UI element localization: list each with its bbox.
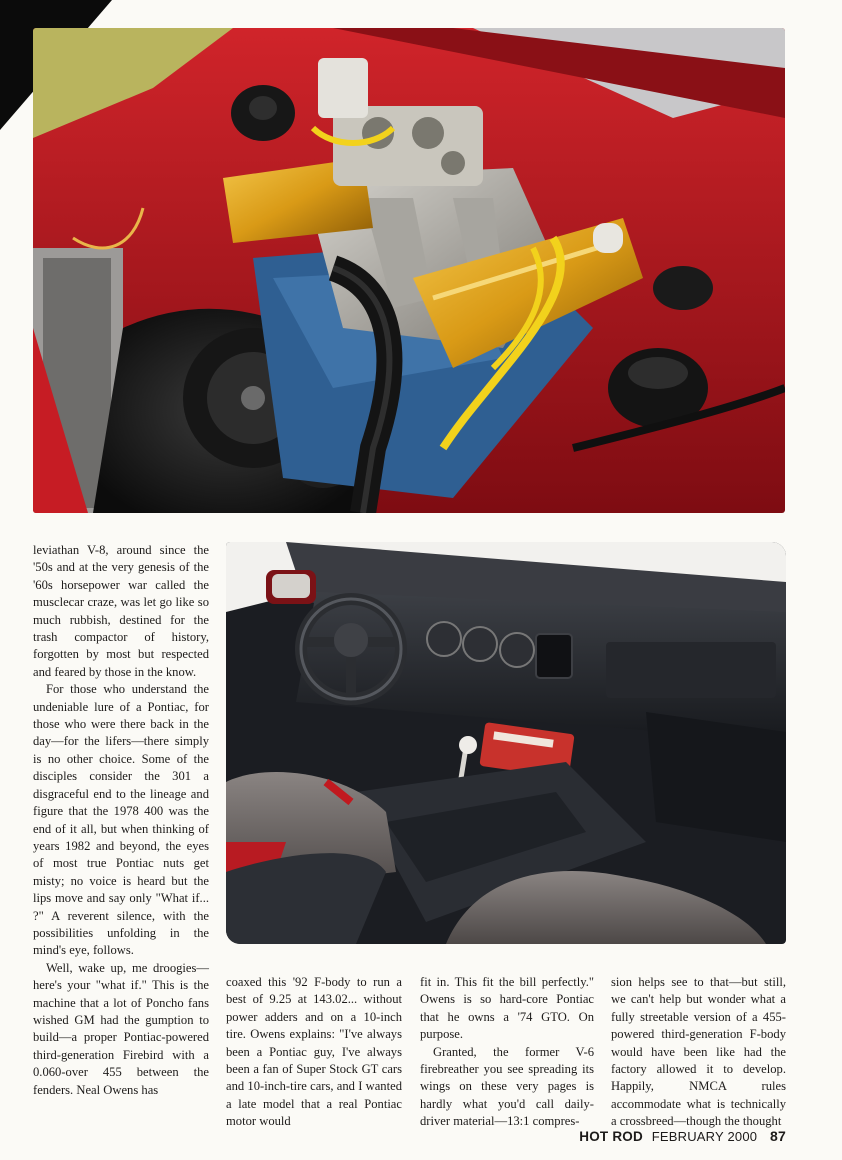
article-column-3: [420, 974, 594, 1131]
article-column-left: [33, 542, 209, 1099]
article-column-4: [611, 974, 786, 1131]
article-column-2: [226, 974, 402, 1131]
paragraph: sion helps see to that—but still, we can't help but wonder what a fully streetable version of a 455-powered third-generation F-body would have been like had the factory allowed it to develop. Happily, NMCA rules accommodate what is technically a crossbreed—though the thought: [611, 975, 786, 1129]
paragraph: leviathan V-8, around since the '50s and at the very genesis of the '60s horsepower war called the musclecar craze, was let go like so much rubbish, destined for the trash compactor of history, forgotten by most but respected and feared by those in the know.: [33, 543, 209, 679]
engine-bay-photo: [33, 28, 785, 513]
interior-photo: [226, 542, 786, 944]
paragraph: fit in. This fit the bill perfectly." Owens is so hard-core Pontiac that he owns a '74 GTO. On purpose.: [420, 975, 594, 1042]
paragraph: Granted, the former V-6 firebreather you see spreading its wings on these very pages is hardly what you'd call daily-driver material—13:1 compres-: [420, 1044, 594, 1129]
issue-date: FEBRUARY 2000: [651, 1129, 758, 1144]
paragraph: coaxed this '92 F-body to run a best of 9.25 at 143.02... without power adders and on a 10-inch tire. Owens explains: "I've always been a Pontiac guy, I've always been a fan of Super Stock GT cars and 10-inch-tire cars, and I wanted a late model that a real Pontiac motor would: [226, 975, 402, 1129]
paragraph: For those who understand the undeniable lure of a Pontiac, for those who were there back in the day—for the lifers—there simply is no other choice. Some of the disciples consider the 301 a disgraceful end to the lineage and figure that the 1978 400 was the end of it all, but when thinking of years 1982 and beyond, the eyes of most true Pontiac nuts get misty; no voice is heard but the lips move and say only "What if... ?" A reverent silence, with the possibilities unfolding in the mind's eye, follows.: [33, 682, 209, 958]
page-number: 87: [770, 1128, 786, 1144]
magazine-name: HOT ROD: [579, 1129, 643, 1144]
paragraph: Well, wake up, me droogies—here's your "what if." This is the machine that a lot of Poncho fans wished GM had the gumption to build—a proper Pontiac-powered third-generation Firebird with a 0.060-over 455 between the fenders. Neal Owens has: [33, 960, 209, 1097]
page-folio: [579, 1128, 786, 1144]
